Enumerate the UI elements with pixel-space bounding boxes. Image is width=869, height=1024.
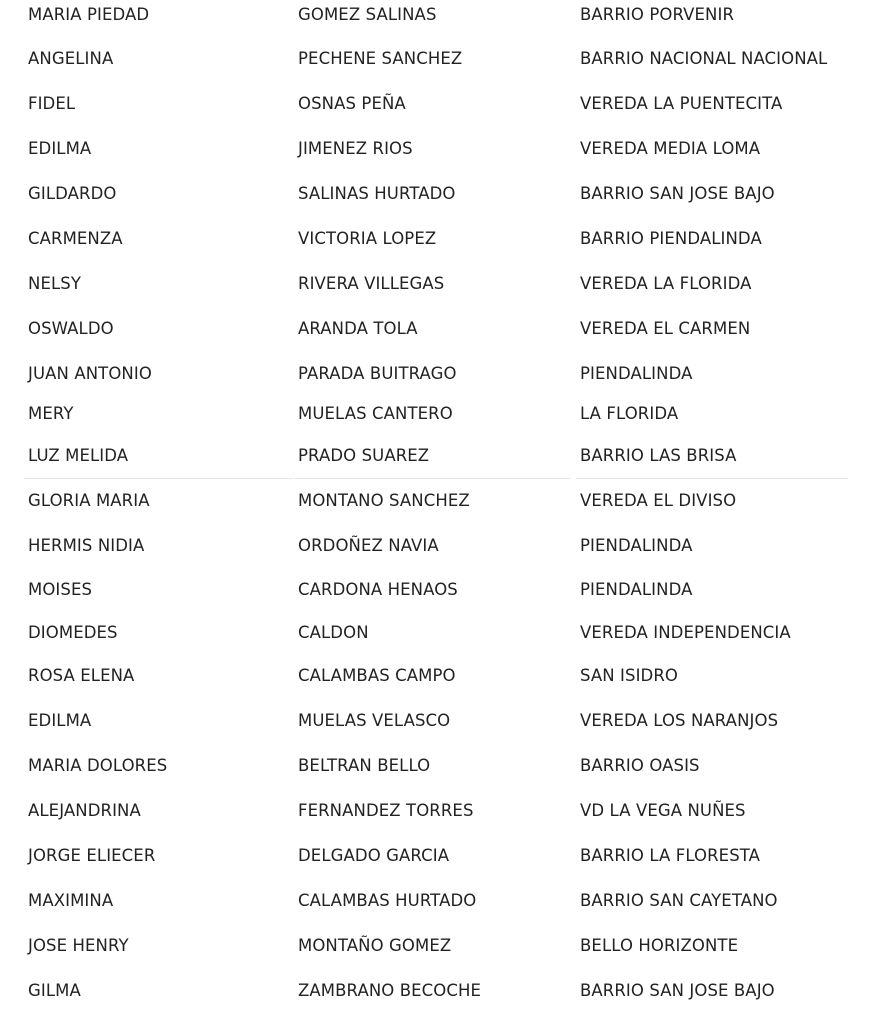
last-name-cell: MUELAS CANTERO bbox=[298, 404, 453, 423]
table-row bbox=[0, 486, 869, 516]
address-cell: VEREDA LOS NARANJOS bbox=[580, 711, 779, 730]
first-name-cell: HERMIS NIDIA bbox=[28, 536, 145, 555]
first-name-cell: CARMENZA bbox=[28, 229, 123, 248]
address-cell: BARRIO PIENDALINDA bbox=[580, 229, 762, 248]
address-cell: BARRIO SAN CAYETANO bbox=[580, 891, 778, 910]
last-name-cell: RIVERA VILLEGAS bbox=[298, 274, 445, 293]
last-name-cell: CALAMBAS HURTADO bbox=[298, 891, 477, 910]
first-name-cell: ANGELINA bbox=[28, 49, 114, 68]
first-name-cell: EDILMA bbox=[28, 711, 92, 730]
address-cell: VEREDA EL DIVISO bbox=[580, 491, 737, 510]
last-name-cell: PARADA BUITRAGO bbox=[298, 364, 457, 383]
first-name-cell: MAXIMINA bbox=[28, 891, 114, 910]
last-name-cell: CALDON bbox=[298, 623, 369, 642]
address-cell: PIENDALINDA bbox=[580, 364, 693, 383]
address-cell: LA FLORIDA bbox=[580, 404, 679, 423]
table-row bbox=[0, 269, 869, 299]
last-name-cell: PRADO SUAREZ bbox=[298, 446, 430, 465]
table-row bbox=[0, 575, 869, 605]
address-cell: PIENDALINDA bbox=[580, 536, 693, 555]
last-name-cell: BELTRAN BELLO bbox=[298, 756, 431, 775]
first-name-cell: ROSA ELENA bbox=[28, 666, 135, 685]
last-name-cell: MONTAÑO GOMEZ bbox=[298, 936, 452, 955]
first-name-cell: JUAN ANTONIO bbox=[28, 364, 152, 383]
last-name-cell: VICTORIA LOPEZ bbox=[298, 229, 437, 248]
address-cell: BARRIO LA FLORESTA bbox=[580, 846, 761, 865]
address-cell: BARRIO SAN JOSE BAJO bbox=[580, 981, 775, 1000]
table-row bbox=[0, 134, 869, 164]
address-cell: PIENDALINDA bbox=[580, 580, 693, 599]
address-cell: VEREDA MEDIA LOMA bbox=[580, 139, 761, 158]
first-name-cell: GILMA bbox=[28, 981, 81, 1000]
first-name-cell: ALEJANDRINA bbox=[28, 801, 141, 820]
last-name-cell: FERNANDEZ TORRES bbox=[298, 801, 474, 820]
address-cell: BARRIO SAN JOSE BAJO bbox=[580, 184, 775, 203]
table-row bbox=[0, 751, 869, 781]
table-row bbox=[0, 618, 869, 648]
first-name-cell: GILDARDO bbox=[28, 184, 117, 203]
table-row bbox=[0, 976, 869, 1006]
address-cell: BELLO HORIZONTE bbox=[580, 936, 739, 955]
first-name-cell: MARIA DOLORES bbox=[28, 756, 168, 775]
table-row bbox=[0, 441, 869, 471]
last-name-cell: CARDONA HENAOS bbox=[298, 580, 458, 599]
row-divider bbox=[24, 478, 292, 479]
table-row bbox=[0, 706, 869, 736]
table-row bbox=[0, 179, 869, 209]
first-name-cell: GLORIA MARIA bbox=[28, 491, 150, 510]
table-row bbox=[0, 0, 869, 30]
first-name-cell: EDILMA bbox=[28, 139, 92, 158]
last-name-cell: JIMENEZ RIOS bbox=[298, 139, 413, 158]
address-cell: VEREDA LA PUENTECITA bbox=[580, 94, 783, 113]
last-name-cell: OSNAS PEÑA bbox=[298, 94, 406, 113]
address-cell: VEREDA INDEPENDENCIA bbox=[580, 623, 791, 642]
last-name-cell: MONTANO SANCHEZ bbox=[298, 491, 470, 510]
last-name-cell: DELGADO GARCIA bbox=[298, 846, 450, 865]
table-row bbox=[0, 531, 869, 561]
address-cell: VD LA VEGA NUÑES bbox=[580, 801, 746, 820]
first-name-cell: MARIA PIEDAD bbox=[28, 5, 150, 24]
table-row bbox=[0, 399, 869, 429]
address-cell: SAN ISIDRO bbox=[580, 666, 679, 685]
address-cell: BARRIO OASIS bbox=[580, 756, 700, 775]
address-cell: BARRIO NACIONAL NACIONAL bbox=[580, 49, 828, 68]
last-name-cell: ARANDA TOLA bbox=[298, 319, 418, 338]
table-row bbox=[0, 224, 869, 254]
address-cell: VEREDA EL CARMEN bbox=[580, 319, 751, 338]
address-cell: BARRIO PORVENIR bbox=[580, 5, 735, 24]
first-name-cell: DIOMEDES bbox=[28, 623, 118, 642]
last-name-cell: ZAMBRANO BECOCHE bbox=[298, 981, 482, 1000]
first-name-cell: LUZ MELIDA bbox=[28, 446, 129, 465]
last-name-cell: CALAMBAS CAMPO bbox=[298, 666, 456, 685]
table-row bbox=[0, 44, 869, 74]
last-name-cell: GOMEZ SALINAS bbox=[298, 5, 437, 24]
table-row bbox=[0, 661, 869, 691]
table-row bbox=[0, 796, 869, 826]
table-row bbox=[0, 89, 869, 119]
last-name-cell: SALINAS HURTADO bbox=[298, 184, 456, 203]
table-row bbox=[0, 931, 869, 961]
address-cell: BARRIO LAS BRISA bbox=[580, 446, 737, 465]
first-name-cell: MERY bbox=[28, 404, 74, 423]
first-name-cell: MOISES bbox=[28, 580, 93, 599]
table-row bbox=[0, 886, 869, 916]
first-name-cell: JORGE ELIECER bbox=[28, 846, 156, 865]
first-name-cell: OSWALDO bbox=[28, 319, 114, 338]
last-name-cell: MUELAS VELASCO bbox=[298, 711, 451, 730]
row-divider bbox=[294, 478, 570, 479]
table-row bbox=[0, 314, 869, 344]
first-name-cell: JOSE HENRY bbox=[28, 936, 129, 955]
row-divider bbox=[576, 478, 848, 479]
last-name-cell: ORDOÑEZ NAVIA bbox=[298, 536, 439, 555]
table-row bbox=[0, 359, 869, 389]
first-name-cell: NELSY bbox=[28, 274, 82, 293]
address-cell: VEREDA LA FLORIDA bbox=[580, 274, 752, 293]
table-row bbox=[0, 841, 869, 871]
last-name-cell: PECHENE SANCHEZ bbox=[298, 49, 463, 68]
first-name-cell: FIDEL bbox=[28, 94, 76, 113]
